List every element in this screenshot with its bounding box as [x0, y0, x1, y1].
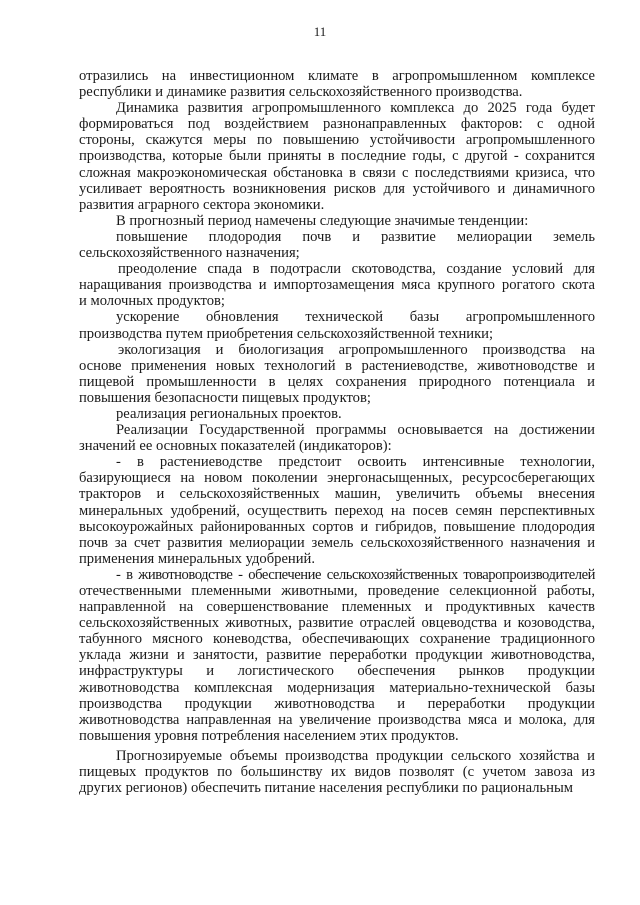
text-line: производства, которые были приняты в последние годы, с другой - сохранится [79, 148, 595, 165]
text-line: Динамика развития агропромышленного комплекса до 2025 года будет [116, 100, 595, 117]
text-line: и молочных продуктов; [79, 293, 225, 310]
text-line: республики и динамике развития сельскохозяйственного производства. [79, 84, 523, 101]
text-line: инфраструктуры и логистического обеспечения рынков продукции [79, 663, 595, 680]
text-line: минеральных удобрений, осуществить переход на посев семян перспективных [79, 502, 595, 519]
paragraph [79, 454, 595, 567]
text-line: отразились на инвестиционном климате в агропромышленном комплексе [79, 68, 595, 84]
text-line: животноводства направленная на увеличение производства мяса и молока, для [79, 711, 595, 728]
text-line: пищевой промышленности в целях сохранения природного потенциала и [79, 373, 595, 390]
paragraph [79, 261, 595, 309]
text-line: усиливает вероятность возникновения рисков для устойчивого и динамичного [79, 180, 595, 197]
text-line: повышение плодородия почв и развитие мелиорации земель [116, 228, 595, 245]
paragraph [79, 68, 595, 100]
paragraph [79, 342, 595, 406]
text-line: Прогнозируемые объемы производства продукции сельского хозяйства и [116, 747, 595, 764]
text-line: развития аграрного сектора экономики. [79, 196, 325, 213]
paragraph [79, 748, 595, 796]
text-line: высокоурожайных районированных сортов и гибридов, повышение плодородия [79, 518, 595, 535]
text-line: отечественными племенными животными, проведение селекционной работы, [79, 583, 595, 599]
text-line: повышения безопасности пищевых продуктов; [79, 389, 371, 406]
paragraph [79, 100, 595, 213]
text-line: основе применения новых технологий в растениеводстве, животноводстве и [79, 357, 595, 374]
text-line: экологизация и биологизация агропромышленного производства на [118, 341, 595, 358]
paragraph [79, 229, 595, 261]
text-line: производства путем приобретения сельскохозяйственной техники; [79, 325, 494, 342]
paragraph [79, 422, 595, 454]
text-line: - в животноводстве - обеспечение сельскохозяйственных товаропроизводителей [116, 566, 595, 583]
text-line: животноводства комплексная модернизация материально-технической базы [79, 679, 595, 696]
page-number: 11 [313, 24, 327, 39]
paragraph [79, 567, 595, 744]
paragraph [79, 406, 595, 422]
text-line: значений ее основных показателей (индикаторов): [79, 438, 392, 455]
text-line: пищевых продуктов по большинству их видов позволят (с учетом завоза из [79, 764, 595, 781]
text-line: базирующиеся на новом поколении энергонасыщенных, ресурсосберегающих [79, 470, 595, 487]
text-line: - в растениеводстве предстоит освоить интенсивные технологии, [116, 454, 595, 471]
text-line: почв за счет развития мелиорации земель сельскохозяйственного назначения и [79, 534, 595, 551]
text-line: производства продукции животноводства и переработки продукции [79, 695, 595, 712]
text-line: сложная макроэкономическая обстановка в связи с последствиями кризиса, что [79, 164, 595, 181]
text-line: сельскохозяйственных животных, развитие отраслей овцеводства и козоводства, [79, 615, 595, 632]
text-line: В прогнозный период намечены следующие значимые тенденции: [116, 212, 529, 229]
text-line: тракторов и сельскохозяйственных машин, увеличить объемы внесения [79, 486, 595, 503]
text-line: табунного мясного коневодства, обеспечивающих сохранение традиционного [79, 631, 595, 648]
text-line: Реализации Государственной программы основывается на достижении [116, 422, 595, 439]
text-line: применения минеральных удобрений. [79, 550, 316, 567]
paragraph [79, 309, 595, 341]
paragraph [79, 213, 595, 229]
text-line: направленной на совершенствование племенных и продуктивных качеств [79, 599, 595, 616]
text-line: наращивания производства и импортозамещения мяса крупного рогатого скота [79, 277, 595, 294]
text-line: реализация региональных проектов. [116, 405, 342, 422]
text-line: повышения уровня потребления населением этих продуктов. [79, 727, 459, 744]
text-line: сельскохозяйственного назначения; [79, 245, 300, 262]
text-line: стороны, скажутся меры по повышению устойчивости агропромышленного [79, 132, 595, 149]
text-line: преодоление спада в подотрасли скотоводства, создание условий для [118, 261, 595, 278]
document-body [79, 68, 595, 796]
text-line: других регионов) обеспечить питание населения республики по рациональным [79, 780, 573, 797]
text-line: ускорение обновления технической базы агропромышленного [116, 309, 595, 326]
text-line: формироваться под воздействием разнонаправленных факторов: с одной [79, 116, 595, 133]
text-line: уклада жизни и занятости, развитие переработки продукции животноводства, [79, 647, 595, 664]
